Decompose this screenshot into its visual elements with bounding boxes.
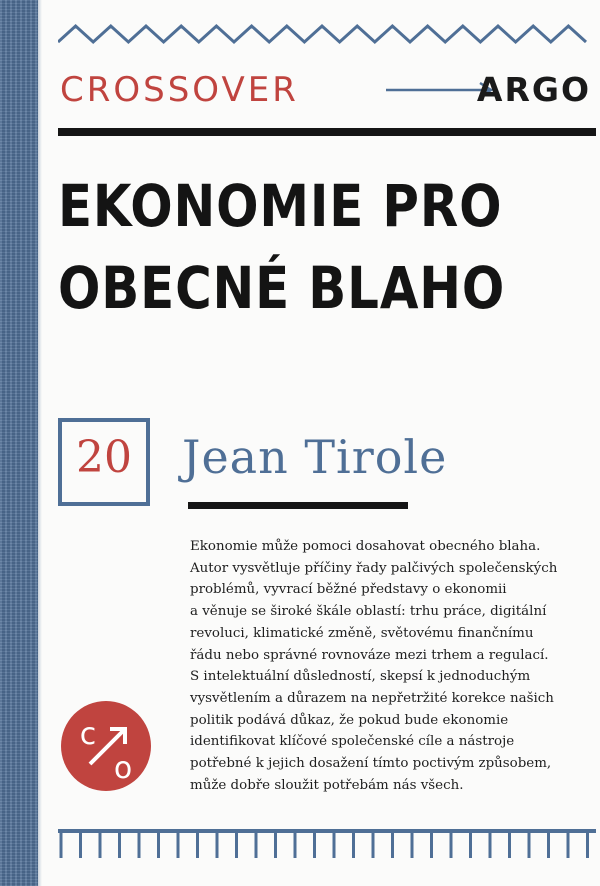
book-spine [0, 0, 38, 886]
series-label: CROSSOVER [60, 70, 299, 110]
author-name: Jean Tirole [182, 430, 448, 484]
book-blurb: Ekonomie může pomoci dosahovat obecného blaha. Autor vysvětluje příčiny řady palčivých společenských problémů, vyvrací běžné představy o ekonomii a věnuje se široké škále oblastí: trhu práce, digitální revoluci, klimatické změně, světovému finančnímu řádu nebo správné rovnováze mezi trhem a regulací. S intelektuální důsledností, skepsí k jednoduchým vysvětlením a důrazem na nepřetržité korekce našich politik podává důkaz, že pokud bude ekonomie identifikovat klíčové společenské cíle a nástroje potřebné k jejich dosažení tímto poctivým způsobem, může dobře sloužit potřebám nás všech. [190, 539, 558, 793]
author-rule [188, 502, 408, 509]
title-line-1: EKONOMIE PRO [58, 172, 503, 240]
series-number: 20 [76, 432, 132, 483]
logo-bottom-glyph: o [113, 751, 133, 786]
series-header [60, 70, 595, 114]
series-number-box [58, 418, 150, 506]
title-line-2: OBECNÉ BLAHO [58, 254, 506, 322]
spine-edge [38, 0, 42, 886]
logo-top-glyph: c [79, 717, 97, 752]
tick-ornament [58, 828, 596, 868]
crossover-circle-arrow-icon [60, 700, 152, 792]
zigzag-ornament [58, 22, 596, 48]
book-title [58, 165, 522, 329]
publisher-name: ARGO [476, 70, 591, 109]
header-rule [58, 128, 596, 136]
